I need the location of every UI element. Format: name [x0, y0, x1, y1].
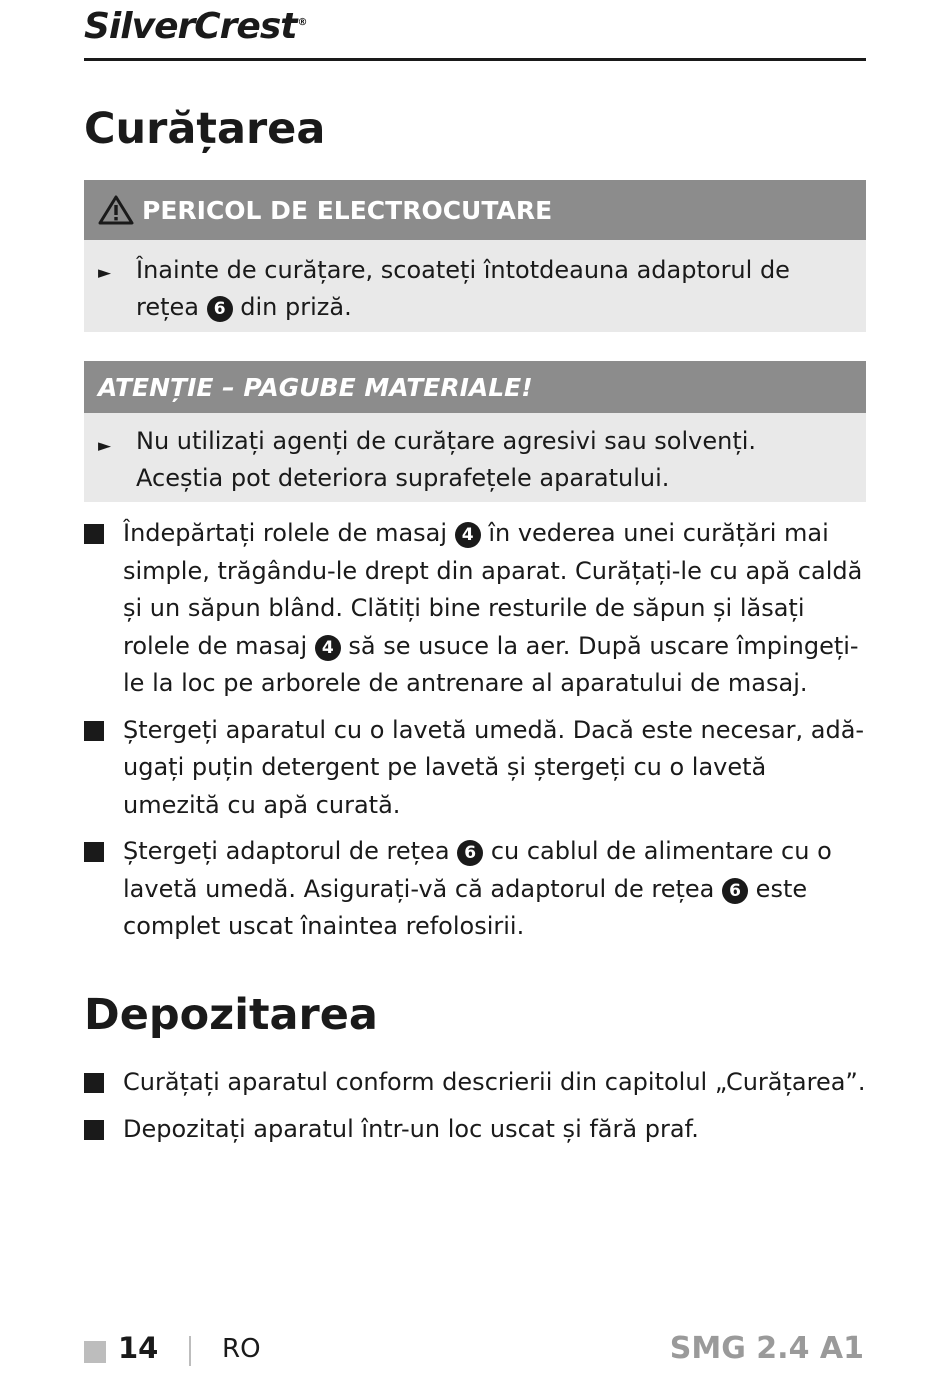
step-text: să se usuce la aer. După uscare împingeți-le la loc pe arborele de antrenare al aparatului de masaj. [123, 631, 859, 697]
arrow-bullet-icon: ► [98, 436, 112, 456]
list-item [84, 515, 866, 703]
step-text: Ștergeți aparatul cu o lavetă umedă. Dacă este necesar, adă-ugați puțin detergent pe lavetă și ștergeți cu o lavetă umezită cu apă curată. [123, 715, 865, 819]
registered-mark: ® [297, 17, 307, 28]
square-bullet-icon [84, 1073, 104, 1093]
cleaning-steps-list [84, 515, 866, 946]
header-rule [84, 58, 866, 61]
part-number-badge: 6 [207, 296, 233, 322]
page-footer [84, 1330, 866, 1374]
brand-name: SilverCrest [84, 6, 297, 47]
step-text: cu cablul de alimentare cu o lavetă umedă. Asigurați-vă că adaptorul de rețea [123, 837, 832, 903]
warning-text: Nu utilizați agenți de curățare agresivi sau solvenți. Aceștia pot deteriora suprafețele aparatului. [136, 427, 757, 492]
warning-box-material [84, 361, 866, 502]
language-code: RO [222, 1334, 261, 1364]
square-bullet-icon [84, 524, 104, 544]
warning-header-electric [84, 180, 866, 240]
list-item [84, 1064, 866, 1102]
list-item [84, 1111, 866, 1149]
warning-box-electric [84, 180, 866, 332]
brand-logo [84, 6, 306, 47]
page-number: 14 [118, 1331, 159, 1365]
part-number-badge: 6 [457, 840, 483, 866]
list-item [84, 712, 866, 825]
square-bullet-icon [84, 1120, 104, 1140]
footer-divider [189, 1336, 191, 1366]
warning-triangle-icon [98, 195, 134, 225]
square-bullet-icon [84, 721, 104, 741]
step-text: în vederea unei curățări mai simple, trăgându-le drept din aparat. Curățați-le cu apă caldă și un săpun blând. Clătiți bine resturile de săpun și lăsați rolele de masaj [123, 519, 863, 660]
storage-list [84, 1064, 866, 1148]
part-number-badge: 4 [315, 635, 341, 661]
warning-item-electric [84, 240, 866, 332]
step-text: este complet uscat înaintea refolosirii. [123, 874, 808, 940]
section-title-cleaning: Curățarea [84, 104, 326, 154]
arrow-bullet-icon: ► [98, 263, 112, 283]
footer-square-icon [84, 1341, 106, 1363]
warning-heading-electric: PERICOL DE ELECTROCUTARE [142, 195, 553, 225]
storage-text: Curățați aparatul conform descrierii din capitolul „Curățarea”. [123, 1068, 866, 1096]
warning-text: din priză. [240, 293, 352, 321]
list-item [84, 833, 866, 946]
part-number-badge: 4 [455, 522, 481, 548]
step-text: Îndepărtați rolele de masaj [123, 519, 448, 547]
model-number: SMG 2.4 A1 [669, 1331, 864, 1366]
warning-item-material [84, 413, 866, 502]
storage-text: Depozitați aparatul într-un loc uscat și fără praf. [123, 1114, 699, 1143]
warning-heading-material: ATENȚIE – PAGUBE MATERIALE! [98, 372, 533, 402]
warning-text: Înainte de curățare, scoateți întotdeauna adaptorul de rețea [136, 256, 790, 321]
step-text: Ștergeți adaptorul de rețea [123, 837, 450, 865]
part-number-badge: 6 [722, 878, 748, 904]
section-title-storage: Depozitarea [84, 990, 378, 1040]
square-bullet-icon [84, 842, 104, 862]
warning-header-material [84, 361, 866, 413]
